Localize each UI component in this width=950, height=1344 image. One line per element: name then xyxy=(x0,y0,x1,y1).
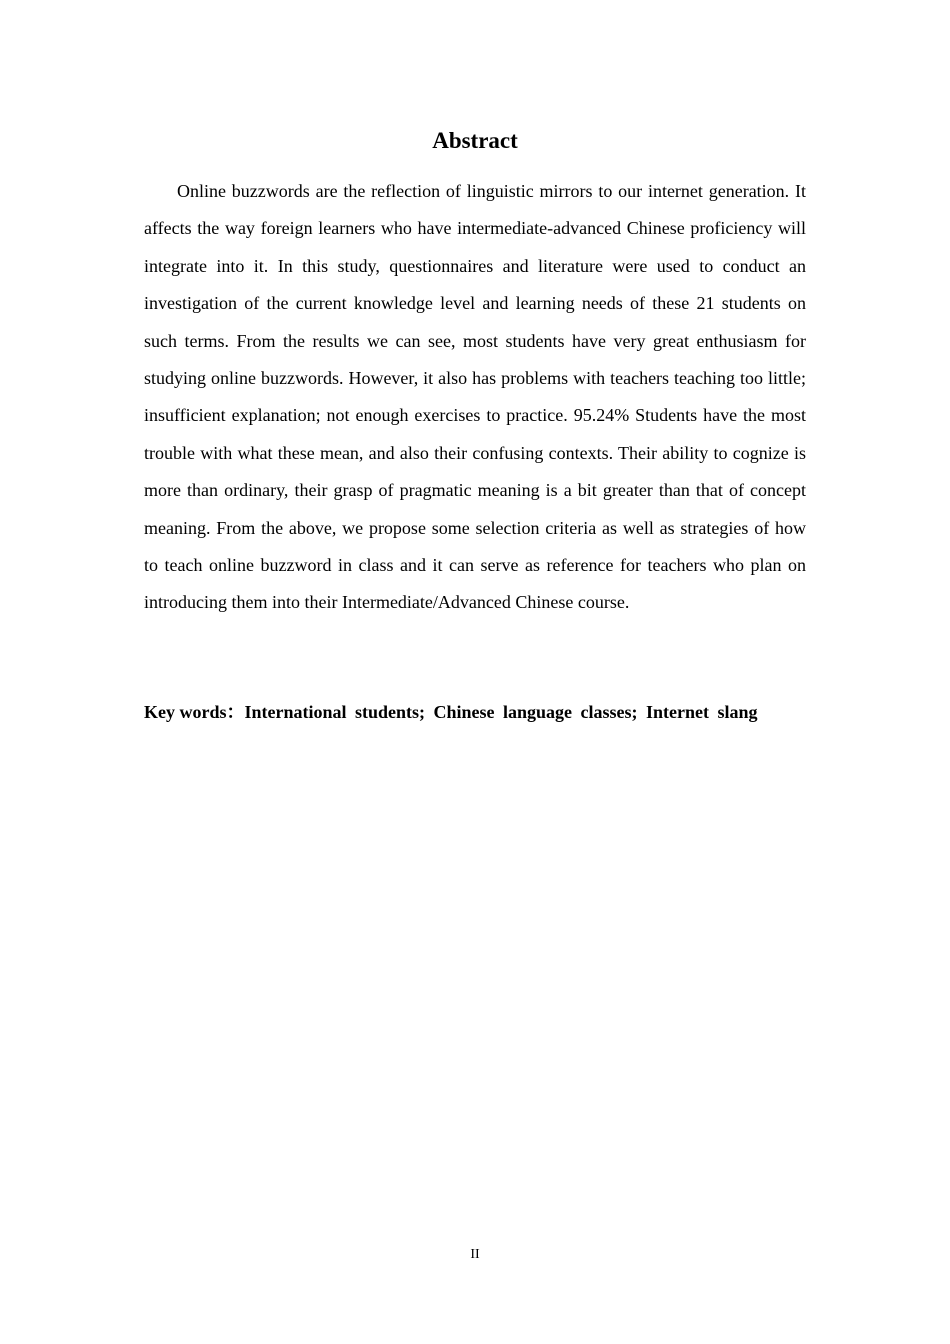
abstract-title: Abstract xyxy=(432,128,518,153)
keywords-label: Key words： xyxy=(144,702,245,722)
page-number: II xyxy=(470,1247,480,1262)
abstract-paragraph: Online buzzwords are the reflection of linguistic mirrors to our internet generation. It affects the way foreign learners who have intermediate-advanced Chinese proficiency will integrate into it. In this study, questionnaires and literature were used to conduct an investigation of the current knowledge level and learning needs of these 21 students on such terms. From the results we can see, most students have very great enthusiasm for studying online buzzwords. However, it also has problems with teachers teaching too little; insufficient explanation; not enough exercises to practice. 95.24% Students have the most trouble with what these mean, and also their confusing contexts. Their ability to cognize is more than ordinary, their grasp of pragmatic meaning is a bit greater than that of concept meaning. From the above, we propose some selection criteria as well as strategies of how to teach online buzzword in class and it can serve as reference for teachers who plan on introducing them into their Intermediate/Advanced Chinese course. xyxy=(144,181,806,613)
keywords-terms: International students; Chinese language classes; Internet slang xyxy=(244,702,758,722)
keywords-line xyxy=(144,697,806,727)
